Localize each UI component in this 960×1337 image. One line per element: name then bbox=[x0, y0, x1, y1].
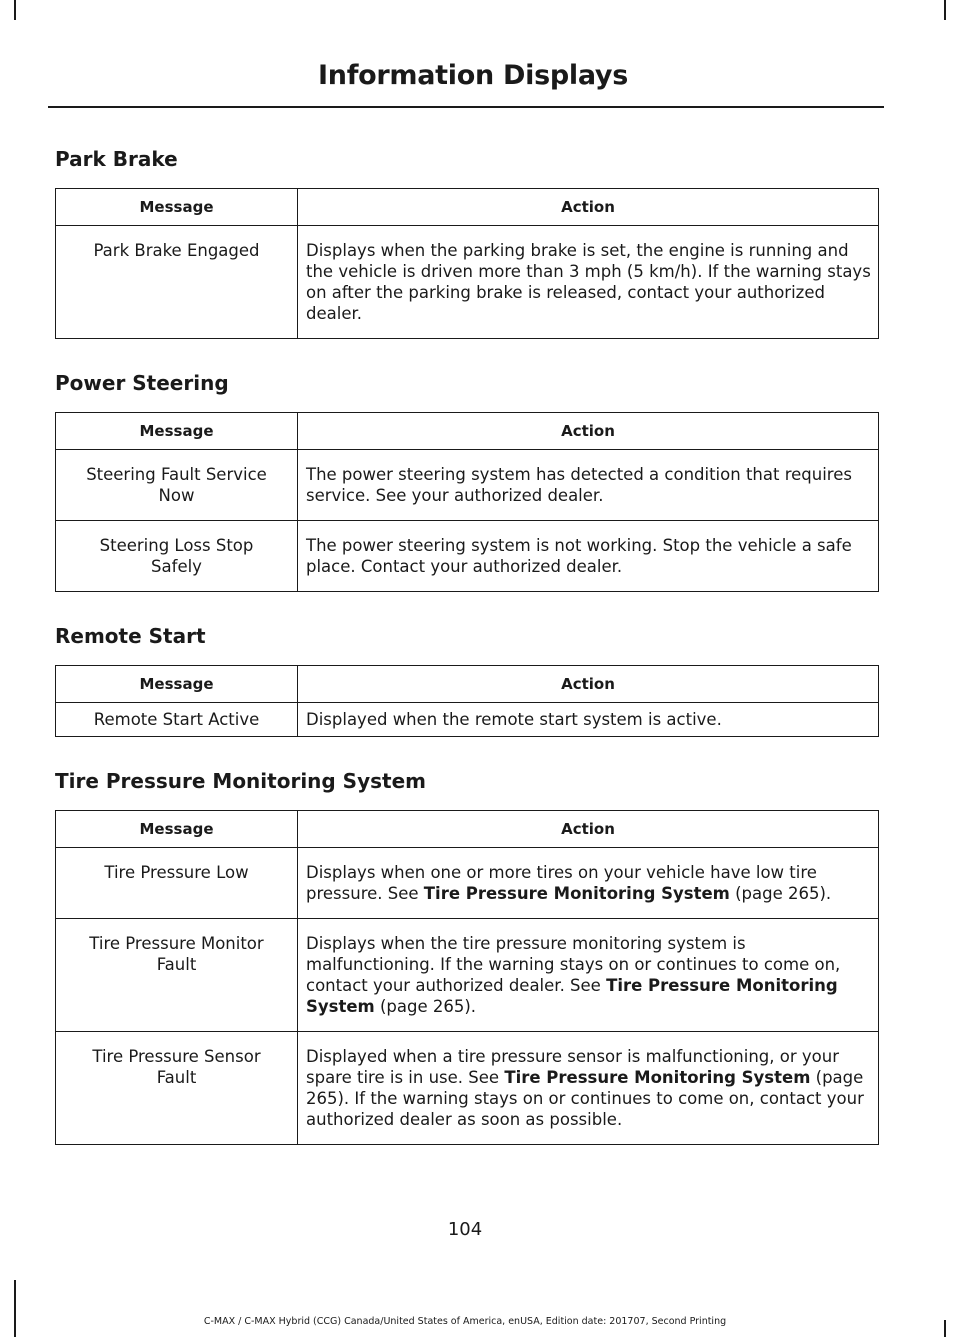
table-row bbox=[56, 848, 879, 919]
message-cell: Tire Pressure Low bbox=[56, 848, 298, 919]
cross-reference-link[interactable]: Tire Pressure Monitoring System bbox=[504, 1068, 811, 1087]
table-row bbox=[56, 703, 879, 737]
table-row bbox=[56, 1032, 879, 1145]
section-remote-start bbox=[55, 622, 878, 737]
action-text: Displays when the parking brake is set, the engine is running and the vehicle is driven more than 3 mph (5 km/h). If the warning stays on after the parking brake is released, contact your authorized dealer. bbox=[306, 241, 871, 323]
message-cell: Tire Pressure Monitor Fault bbox=[56, 919, 298, 1032]
footer-edition-text: C-MAX / C-MAX Hybrid (CCG) Canada/United States of America, enUSA, Edition date: 201707, Second Printing bbox=[203, 1316, 727, 1327]
message-table bbox=[55, 188, 879, 339]
message-cell: Park Brake Engaged bbox=[56, 226, 298, 339]
cross-reference-link[interactable]: Tire Pressure Monitoring System bbox=[306, 976, 838, 1016]
action-text: Displays when the tire pressure monitoring system is malfunctioning. If the warning stays on or continues to come on, contact your authorized dealer. See bbox=[306, 934, 841, 995]
section-tire-pressure-monitoring bbox=[55, 767, 878, 1145]
action-text: Displayed when the remote start system is active. bbox=[306, 710, 722, 729]
action-text: The power steering system is not working. Stop the vehicle a safe place. Contact your authorized dealer. bbox=[306, 536, 852, 576]
column-header-message: Message bbox=[56, 413, 298, 450]
section-title: Remote Start bbox=[55, 624, 206, 648]
table-header-row bbox=[56, 413, 879, 450]
column-header-message: Message bbox=[56, 189, 298, 226]
table-header-row bbox=[56, 666, 879, 703]
action-text: Displayed when a tire pressure sensor is malfunctioning, or your spare tire is in use. See bbox=[306, 1047, 839, 1087]
header-rule bbox=[48, 106, 884, 108]
action-cell bbox=[298, 521, 879, 592]
page-content bbox=[55, 145, 878, 1175]
message-table bbox=[55, 810, 879, 1145]
crop-mark-top-left bbox=[14, 0, 16, 20]
crop-mark-top-right bbox=[944, 0, 946, 20]
page-header-title: Information Displays bbox=[318, 60, 628, 91]
column-header-message: Message bbox=[56, 811, 298, 848]
column-header-message: Message bbox=[56, 666, 298, 703]
column-header-action: Action bbox=[298, 189, 879, 226]
section-park-brake bbox=[55, 145, 878, 339]
table-row bbox=[56, 450, 879, 521]
page-reference: (page 265). bbox=[374, 997, 477, 1016]
section-power-steering bbox=[55, 369, 878, 592]
action-cell bbox=[298, 703, 879, 737]
action-text: Displays when one or more tires on your vehicle have low tire pressure. See bbox=[306, 863, 817, 903]
section-title: Power Steering bbox=[55, 371, 229, 395]
table-header-row bbox=[56, 811, 879, 848]
cross-reference-link[interactable]: Tire Pressure Monitoring System bbox=[423, 884, 730, 903]
crop-mark-bottom-left bbox=[14, 1280, 16, 1337]
action-cell bbox=[298, 226, 879, 339]
action-cell bbox=[298, 1032, 879, 1145]
table-row bbox=[56, 226, 879, 339]
table-row bbox=[56, 919, 879, 1032]
message-cell: Tire Pressure Sensor Fault bbox=[56, 1032, 298, 1145]
column-header-action: Action bbox=[298, 413, 879, 450]
message-table bbox=[55, 665, 879, 737]
action-cell bbox=[298, 919, 879, 1032]
action-text: The power steering system has detected a condition that requires service. See your authorized dealer. bbox=[306, 465, 852, 505]
message-table bbox=[55, 412, 879, 592]
action-cell bbox=[298, 848, 879, 919]
page-reference: (page 265). bbox=[729, 884, 832, 903]
table-header-row bbox=[56, 189, 879, 226]
crop-mark-bottom-right bbox=[944, 1320, 946, 1337]
column-header-action: Action bbox=[298, 666, 879, 703]
table-row bbox=[56, 521, 879, 592]
action-cell bbox=[298, 450, 879, 521]
page-number: 104 bbox=[447, 1219, 483, 1240]
message-cell: Steering Fault Service Now bbox=[56, 450, 298, 521]
section-title: Park Brake bbox=[55, 147, 178, 171]
column-header-action: Action bbox=[298, 811, 879, 848]
message-cell: Steering Loss Stop Safely bbox=[56, 521, 298, 592]
message-cell: Remote Start Active bbox=[56, 703, 298, 737]
action-text-continued: (page 265). If the warning stays on or continues to come on, contact your authorized dealer as soon as possible. bbox=[306, 1068, 864, 1129]
section-title: Tire Pressure Monitoring System bbox=[55, 769, 426, 793]
